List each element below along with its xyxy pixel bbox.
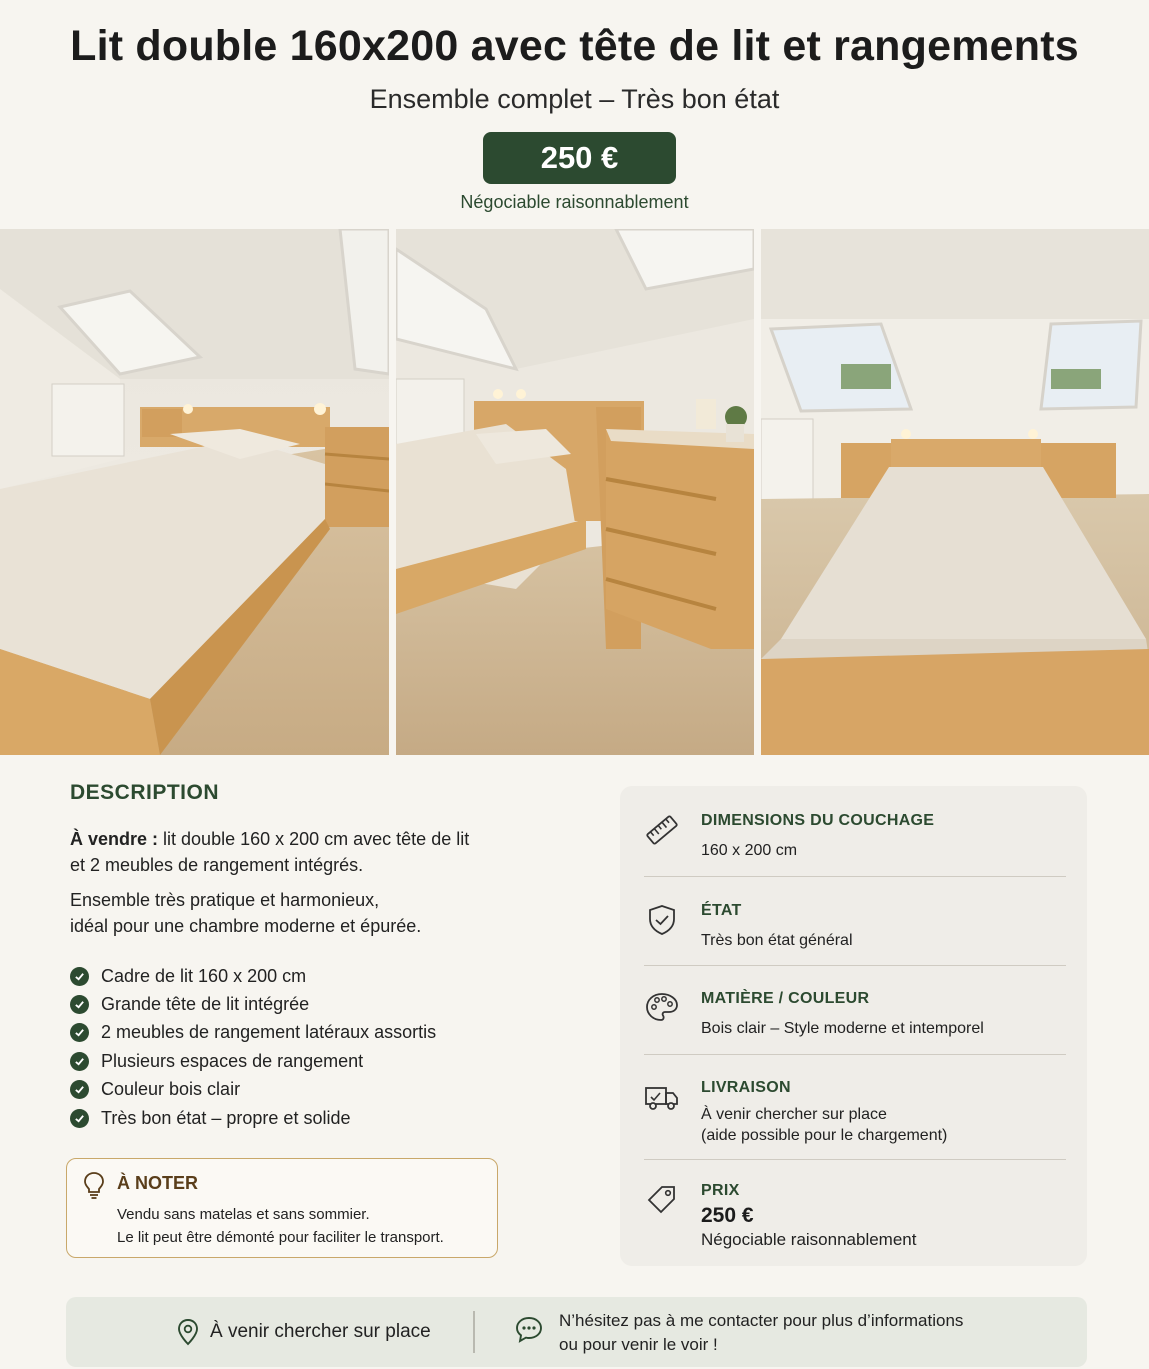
- feature-label: Très bon état – propre et solide: [101, 1107, 351, 1128]
- listing-title: Lit double 160x200 avec tête de lit et rangements: [70, 22, 1079, 70]
- checkmark-icon: [70, 995, 89, 1014]
- spec-value: 160 x 200 cm: [701, 842, 798, 859]
- feature-item: [70, 1104, 436, 1132]
- spec-value: Bois clair – Style moderne et intemporel: [701, 1020, 984, 1037]
- feature-label: 2 meubles de rangement latéraux assortis: [101, 1022, 437, 1043]
- feature-label: Grande tête de lit intégrée: [101, 994, 310, 1015]
- description-text-3: Ensemble très pratique et harmonieux,: [70, 890, 380, 910]
- feature-label: Cadre de lit 160 x 200 cm: [101, 965, 307, 986]
- spec-label: MATIÈRE / COULEUR: [701, 990, 870, 1007]
- note-box: [66, 1158, 498, 1258]
- checkmark-icon: [70, 1023, 89, 1042]
- note-text: [117, 1203, 444, 1249]
- bed-photo-2: [396, 229, 754, 755]
- for-sale-label: À vendre :: [70, 829, 159, 849]
- divider: [644, 965, 1066, 966]
- description-heading: DESCRIPTION: [70, 781, 220, 804]
- note-line-2: Le lit peut être démonté pour faciliter le transport.: [117, 1229, 444, 1246]
- chat-bubble-icon: [514, 1315, 544, 1350]
- listing-subtitle: Ensemble complet – Très bon état: [369, 84, 780, 114]
- palette-icon: [644, 990, 680, 1026]
- spec-price-value: 250 €: [701, 1204, 754, 1227]
- spec-card: [620, 786, 1087, 1266]
- shield-check-icon: [644, 902, 680, 938]
- divider: [644, 876, 1066, 877]
- divider: [644, 1159, 1066, 1160]
- delivery-line-2: (aide possible pour le chargement): [701, 1127, 948, 1144]
- spec-label: LIVRAISON: [701, 1079, 791, 1096]
- bed-photo-3: [761, 229, 1149, 755]
- spec-label: ÉTAT: [701, 902, 742, 919]
- checkmark-icon: [70, 1052, 89, 1071]
- delivery-line-1: À venir chercher sur place: [701, 1106, 887, 1123]
- feature-label: Plusieurs espaces de rangement: [101, 1050, 364, 1071]
- contact-line-1: N’hésitez pas à me contacter pour plus d’informations: [559, 1311, 964, 1330]
- divider: [644, 1054, 1066, 1055]
- checkmark-icon: [70, 1109, 89, 1128]
- ruler-icon: [644, 812, 680, 848]
- spec-label: DIMENSIONS DU COUCHAGE: [701, 812, 935, 829]
- contact-bar: [66, 1297, 1087, 1367]
- feature-label: Couleur bois clair: [101, 1079, 241, 1100]
- description-text-4: idéal pour une chambre moderne et épurée.: [70, 916, 422, 936]
- price-tag-icon: [644, 1182, 680, 1218]
- feature-list: [70, 962, 436, 1132]
- checkmark-icon: [70, 1080, 89, 1099]
- description-paragraph-1: [70, 826, 530, 878]
- description-text-2: et 2 meubles de rangement intégrés.: [70, 855, 364, 875]
- location-pin-icon: [176, 1318, 200, 1346]
- price-badge: 250 €: [483, 132, 676, 184]
- note-line-1: Vendu sans matelas et sans sommier.: [117, 1206, 370, 1223]
- truck-icon: [644, 1079, 680, 1115]
- pickup-text: À venir chercher sur place: [210, 1321, 431, 1342]
- spec-label: PRIX: [701, 1182, 740, 1199]
- feature-item: [70, 1019, 436, 1047]
- feature-item: [70, 1047, 436, 1075]
- spec-price-note: Négociable raisonnablement: [701, 1230, 917, 1249]
- description-text-1: lit double 160 x 200 cm avec tête de lit: [158, 829, 470, 849]
- divider: [473, 1311, 475, 1353]
- pickup-info: [176, 1297, 431, 1367]
- description-paragraph-2: [70, 887, 530, 939]
- checkmark-icon: [70, 967, 89, 986]
- note-title: À NOTER: [117, 1173, 198, 1193]
- spec-value: Très bon état général: [701, 932, 853, 949]
- contact-line-2: ou pour venir le voir !: [559, 1335, 718, 1354]
- feature-item: [70, 962, 436, 990]
- contact-text: [559, 1309, 963, 1357]
- lightbulb-icon: [83, 1171, 105, 1204]
- spec-value: [701, 1104, 947, 1146]
- price-negotiable-note: Négociable raisonnablement: [460, 192, 689, 212]
- feature-item: [70, 990, 436, 1018]
- feature-item: [70, 1076, 436, 1104]
- bed-photo-1: [0, 229, 389, 755]
